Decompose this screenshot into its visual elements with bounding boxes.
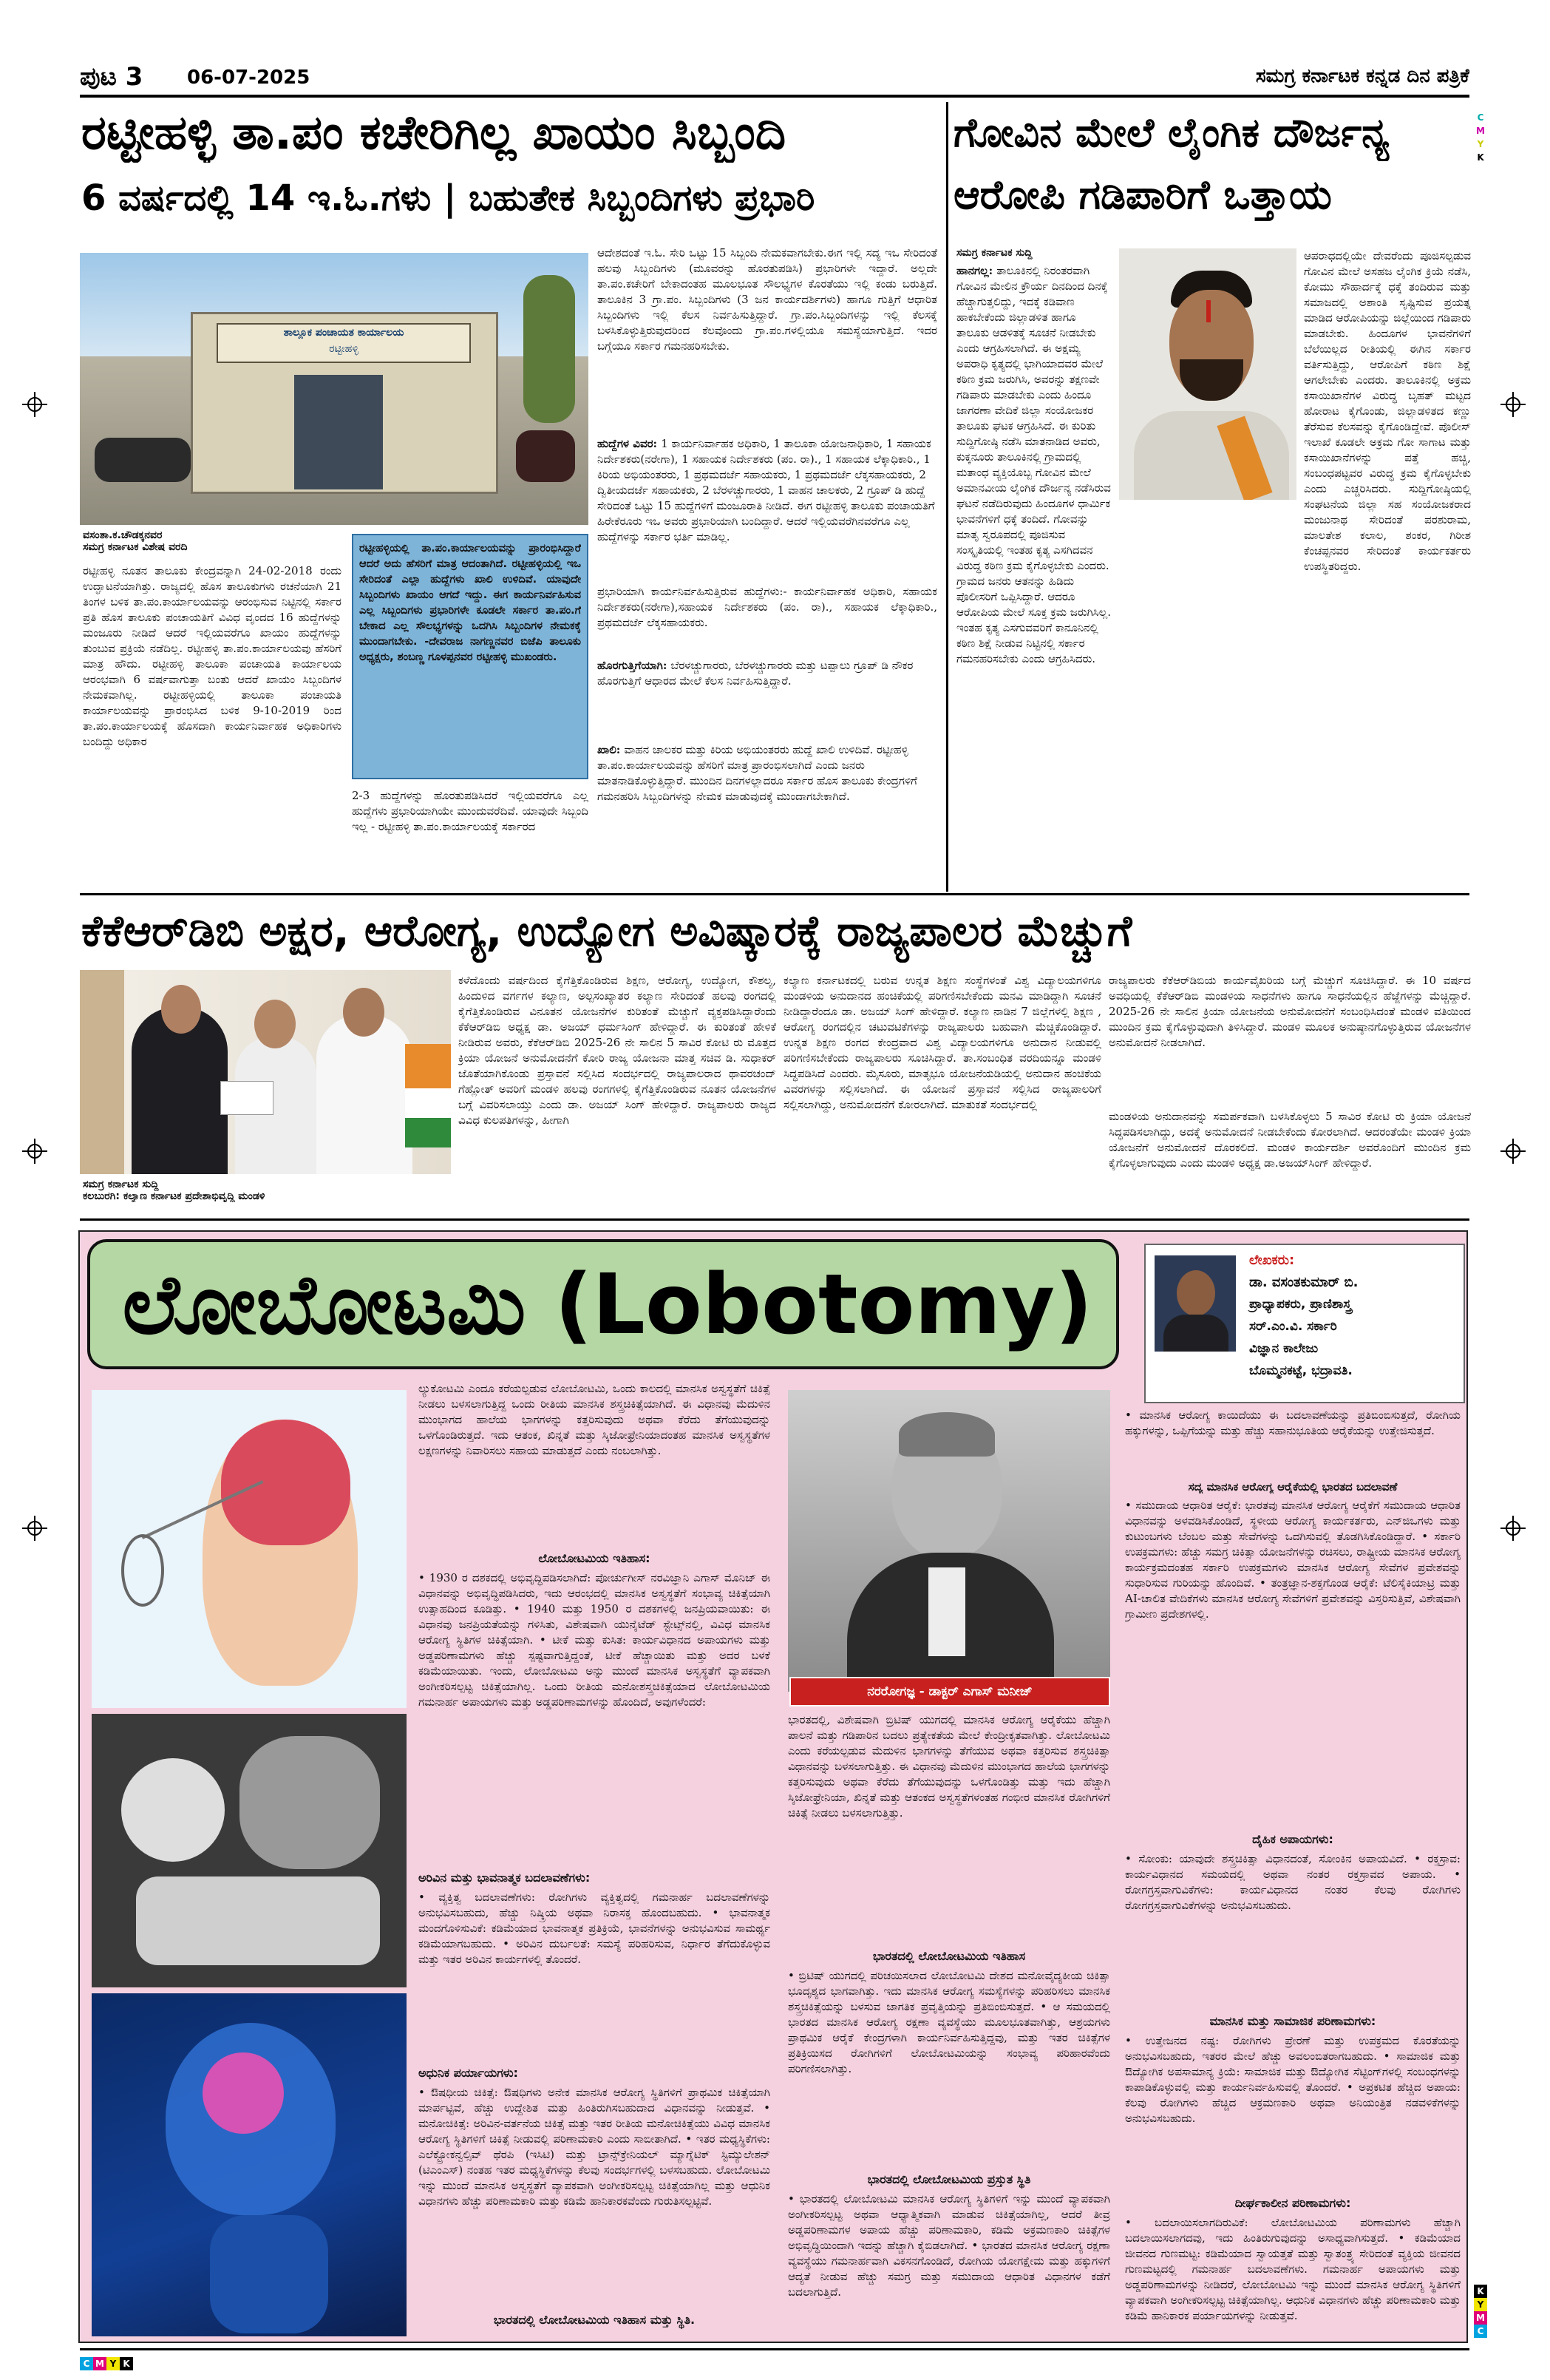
story2-headline-line2: ಆರೋಪಿ ಗಡಿಪಾರಿಗೆ ಒತ್ತಾಯ [954, 172, 1332, 218]
story2-headline-line1: ಗೋವಿನ ಮೇಲೆ ಲೈಂಗಿಕ ದೌರ್ಜನ್ಯ [954, 109, 1390, 156]
cmyk-m: M [93, 2357, 106, 2370]
feature-cognitive-heading: ಅರಿವಿನ ಮತ್ತು ಭಾವನಾತ್ಮಕ ಬದಲಾವಣೆಗಳು: [418, 1871, 591, 1885]
vacant-text: ವಾಹನ ಚಾಲಕರ ಮತ್ತು ಕಿರಿಯ ಅಭಿಯಂತರರು ಹುದ್ದೆ ಖಾಲಿ ಉಳಿದಿವೆ. ರಟ್ಟೀಹಳ್ಳಿ ತಾ.ಪಂ.ಕಾರ್ಯಾಲಯವನ್ನು ಹೆಸರಿಗೆ ಮಾತ್ರ ಪ್ರಾರಂಭಿಸಲಾಗಿದೆ ಎಂದು ಜನರು ಮಾತನಾಡಿಕೊಳ್ಳುತ್ತಿದ್ದಾರೆ. ಮುಂದಿನ ದಿನಗಳಲ್ಲಾದರೂ ಸರ್ಕಾರ ಹೊಸ ತಾಲೂಕು ಕೇಂದ್ರಗಳಿಗೆ ಗಮನಹರಿಸಿ ಸಿಬ್ಬಂದಿಗಳನ್ನು ನೇಮಕ ಮಾಡುವುದಕ್ಕೆ ಮುಂದಾಗಬೇಕಾಗಿದೆ. [597, 743, 917, 803]
paper-name: ಸಮಗ್ರ ಕರ್ನಾಟಕ ಕನ್ನಡ ದಿನ ಪತ್ರಿಕೆ [1255, 65, 1469, 87]
outsourced-label: ಹೊರಗುತ್ತಿಗೆಯಾಗಿ: [597, 659, 667, 672]
author-name: ಡಾ. ವಸಂತಕುಮಾರ್ ಬಿ. [1249, 1275, 1359, 1290]
story3-col3: ರಾಜ್ಯಪಾಲರು ಕೆಕೆಆರ್‌ಡಿಬಿಯ ಕಾರ್ಯವೈಖರಿಯ ಬಗ್ಗೆ ಮೆಚ್ಚುಗೆ ಸೂಚಿಸಿದ್ದಾರೆ. ಈ 10 ವರ್ಷದ ಅವಧಿಯಲ್ಲಿ ಕೆಕೆಆರ್‌ಡಿಬಿ ಮಂಡಳಿಯ ಸಾಧನೆಗಳು ಹಾಗೂ ಸಾಧನೆಯಲ್ಲಿನ ಹೆಜ್ಜೆಗಳನ್ನು ಮೆಚ್ಚಿದ್ದಾರೆ. 2025-26 ನೇ ಸಾಲಿನ ಕ್ರಿಯಾ ಯೋಜನೆಯ ಅನುಮೋದನೆಗೆ ಸಂಬಂಧಿಸಿದಂತೆ ಮಂಡಳಿ ವತಿಯಿಂದ ಮುಂದಿನ ಕ್ರಮ ಕೈಗೊಳ್ಳುವುದಾಗಿ ತಿಳಿಸಿದ್ದಾರೆ. ಮಂಡಳಿ ಮೂಲಕ ಅನುಷ್ಠಾನಗೊಳ್ಳುತ್ತಿರುವ ಯೋಜನೆಗಳ ಅನುಮೋದನೆ ನೀಡಲಾಗಿದೆ. [1109, 974, 1471, 1049]
portrait-caption-box [789, 1677, 1110, 1706]
feature-india-history-heading: ಭಾರತದಲ್ಲಿ ಲೋಬೋಟಮಿಯ ಇತಿಹಾಸ [872, 1949, 1026, 1963]
feature-col3-intro: • ಮಾನಸಿಕ ಆರೋಗ್ಯ ಕಾಯಿದೆಯು ಈ ಬದಲಾವಣೆಯನ್ನು ಪ್ರತಿಬಿಂಬಿಸುತ್ತದೆ, ರೋಗಿಯ ಹಕ್ಕುಗಳನ್ನು, ಒಪ್ಪಿಗೆಯನ್ನು ಮತ್ತು ಹೆಚ್ಚು ಸಹಾನುಭೂತಿಯ ಆರೈಕೆಯನ್ನು ಉತ್ತೇಜಿಸುತ್ತದೆ. [1125, 1408, 1461, 1437]
cmyk-y: Y [106, 2357, 120, 2370]
story-divider-vertical [946, 102, 948, 892]
posts-label: ಹುದ್ದೆಗಳ ವಿವರ: [597, 437, 658, 450]
cmyk-m: M [1476, 126, 1485, 136]
story1-subheadline: 6 ವರ್ಷದಲ್ಲಿ 14 ಇ.ಓ.ಗಳು | ಬಹುತೇಕ ಸಿಬ್ಬಂದಿಗಳು ಪ್ರಭಾರಿ [81, 177, 815, 219]
brain-scan-image [92, 1993, 407, 2336]
story2-col2: ಆಪರಾಧದಲ್ಲಿಯೇ ದೇವರೆಂದು ಪೂಜಿಸಲ್ಪಡುವ ಗೋವಿನ ಮೇಲೆ ಅಸಹಜ ಲೈಂಗಿಕ ಕ್ರಿಯೆ ನಡೆಸಿ, ಕೋಮು ಸೌಹಾರ್ದಕ್ಕೆ ಧಕ್ಕೆ ತಂದಿರುವ ಮತ್ತು ಸಮಾಜದಲ್ಲಿ ಅಶಾಂತಿ ಸೃಷ್ಟಿಸುವ ಪ್ರಯತ್ನ ಮಾಡಿದ ಆರೋಪಿಯನ್ನು ಜಿಲ್ಲೆಯಿಂದ ಗಡಿಪಾರು ಮಾಡಬೇಕು. ಹಿಂದೂಗಳ ಭಾವನೆಗಳಿಗೆ ಬೆಲೆಯಿಲ್ಲದ ರೀತಿಯಲ್ಲಿ ಈಗಿನ ಸರ್ಕಾರ ವರ್ತಿಸುತ್ತಿದ್ದು, ಆರೋಪಿಗೆ ಕಠಿಣ ಶಿಕ್ಷೆ ಆಗಲೇಬೇಕು ಎಂದರು. ತಾಲೂಕಿನಲ್ಲಿ ಅಕ್ರಮ ಕಸಾಯಿಖಾನೆಗಳ ವಿರುದ್ಧ ಬೃಹತ್ ಮಟ್ಟದ ಹೋರಾಟ ಕೈಗೊಂಡು, ಜಿಲ್ಲಾಡಳಿತದ ಕಣ್ಣು ತೆರೆಸುವ ಕೆಲಸವನ್ನು ಕೈಗೊಂಡಿದ್ದೇವೆ. ಪೊಲೀಸ್ ಇಲಾಖೆ ಕೂಡಲೇ ಅಕ್ರಮ ಗೋ ಸಾಗಾಟ ಮತ್ತು ಕಸಾಯಿಖಾನೆಗಳನ್ನು ಪತ್ತೆ ಹಚ್ಚಿ, ಸಂಬಂಧಪಟ್ಟವರ ವಿರುದ್ಧ ಕ್ರಮ ಕೈಗೊಳ್ಳಬೇಕು ಎಂದು ಎಚ್ಚರಿಸಿದರು. ಸುದ್ದಿಗೋಷ್ಠಿಯಲ್ಲಿ ಸಂಘಟನೆಯ ಜಿಲ್ಲಾ ಸಹ ಸಂಯೋಜಕರಾದ ಮಂಜುನಾಥ ಸೇರಿದಂತೆ ಪರಶುರಾಮ, ಮಾಲತೇಶ ಕಲಾಲ, ಶಂಕರ, ಗಿರೀಶ ಕೆಂಚಪ್ಪನವರ ಸೇರಿದಂತೆ ಕಾರ್ಯಕರ್ತರು ಉಪಸ್ಥಿತರಿದ್ದರು. [1304, 249, 1471, 573]
author-role4: ಬೊಮ್ಮನಕಟ್ಟೆ, ಭದ್ರಾವತಿ. [1249, 1363, 1353, 1378]
dateline-place: ಹಾನಗಲ್ಲ: [956, 264, 993, 277]
crop-mark [22, 392, 47, 417]
masthead [80, 62, 1469, 92]
section-rule-2 [80, 1218, 1469, 1221]
crop-mark [1500, 1139, 1526, 1164]
cmyk-k: K [1477, 152, 1484, 163]
feature-physical-heading: ದೈಹಿಕ ಅಪಾಯಗಳು: [1252, 1832, 1333, 1846]
feature-shift-text: • ಸಮುದಾಯ ಆಧಾರಿತ ಆರೈಕೆ: ಭಾರತವು ಮಾನಸಿಕ ಆರೋಗ್ಯ ಆರೈಕೆಗೆ ಸಮುದಾಯ ಆಧಾರಿತ ವಿಧಾನವನ್ನು ಅಳವಡಿಸಿಕೊಂಡಿದೆ, ಸ್ಥಳೀಯ ಆರೋಗ್ಯ ಕಾರ್ಯಕರ್ತರು, ಎನ್‌ಜಿಒಗಳು ಮತ್ತು ಕುಟುಂಬಗಳು ಬೆಂಬಲ ಮತ್ತು ಸೇವೆಗಳನ್ನು ಒದಗಿಸುವಲ್ಲಿ ತೊಡಗಿಸಿಕೊಂಡಿದ್ದಾರೆ. • ಸರ್ಕಾರಿ ಉಪಕ್ರಮಗಳು: ಹೆಚ್ಚು ಸಮಗ್ರ ಚಿಕಿತ್ಸಾ ಯೋಜನೆಗಳನ್ನು ರಚಿಸಲು, ರಾಷ್ಟ್ರೀಯ ಮಾನಸಿಕ ಆರೋಗ್ಯ ಕಾರ್ಯಕ್ರಮದಂತಹ ಸರ್ಕಾರಿ ಉಪಕ್ರಮಗಳು ಮಾನಸಿಕ ಆರೋಗ್ಯ ಸೇವೆಗಳ ಪ್ರವೇಶವನ್ನು ಸುಧಾರಿಸುವ ಗುರಿಯನ್ನು ಹೊಂದಿವೆ. • ತಂತ್ರಜ್ಞಾನ-ಶಕ್ತಗೊಂಡ ಆರೈಕೆ: ಟೆಲಿಸೈಕಿಯಾಟ್ರಿ ಮತ್ತು AI-ಚಾಲಿತ ವೇದಿಕೆಗಳು ಮಾನಸಿಕ ಆರೋಗ್ಯ ಸೇವೆಗಳಿಗೆ ಪ್ರವೇಶವನ್ನು ವಿಸ್ತರಿಸುತ್ತಿವೆ, ವಿಶೇಷವಾಗಿ ಗ್ರಾಮೀಣ ಪ್ರದೇಶಗಳಲ್ಲಿ. [1125, 1499, 1461, 1621]
feature-history-text: • 1930 ರ ದಶಕದಲ್ಲಿ ಅಭಿವೃದ್ಧಿಪಡಿಸಲಾಗಿದೆ: ಪೋರ್ಚುಗೀಸ್ ನರವಿಜ್ಞಾನಿ ಎಗಾಸ್ ಮೊನಿಜ್ ಈ ವಿಧಾನವನ್ನು ಅಭಿವೃದ್ಧಿಪಡಿಸಿದರು, ಇದು ಆರಂಭದಲ್ಲಿ ಮಾನಸಿಕ ಅಸ್ವಸ್ಥತೆಗೆ ಸಂಭಾವ್ಯ ಚಿಕಿತ್ಸೆಯಾಗಿ ಉತ್ಸಾಹದಿಂದ ಕೂಡಿತ್ತು. • 1940 ಮತ್ತು 1950 ರ ದಶಕಗಳಲ್ಲಿ ಜನಪ್ರಿಯವಾಯಿತು: ಈ ವಿಧಾನವು ಜನಪ್ರಿಯತೆಯನ್ನು ಗಳಿಸಿತು, ವಿಶೇಷವಾಗಿ ಯುನೈಟೆಡ್ ಸ್ಟೇಟ್ಸ್‌ನಲ್ಲಿ, ವಿವಿಧ ಮಾನಸಿಕ ಆರೋಗ್ಯ ಸ್ಥಿತಿಗಳ ಚಿಕಿತ್ಸೆಯಾಗಿ. • ಟೀಕೆ ಮತ್ತು ಕುಸಿತ: ಕಾರ್ಯವಿಧಾನದ ಅಪಾಯಗಳು ಮತ್ತು ಅಡ್ಡಪರಿಣಾಮಗಳು ಹೆಚ್ಚು ಸ್ಪಷ್ಟವಾಗುತ್ತಿದ್ದಂತೆ, ಟೀಕೆ ಹೆಚ್ಚಾಯಿತು ಮತ್ತು ಅದರ ಬಳಕೆ ಕಡಿಮೆಯಾಯಿತು. ಇಂದು, ಲೋಬೋಟಮಿ ಅನ್ನು ಮುಂದೆ ಮಾನಸಿಕ ಅಸ್ವಸ್ಥತೆಗೆ ವ್ಯಾಪಕವಾಗಿ ಅಂಗೀಕರಿಸಲ್ಪಟ್ಟ ಚಿಕಿತ್ಸೆಯಾಗಿಲ್ಲ. ಒಂದು ರೀತಿಯ ಮನೋಶಸ್ತ್ರಚಿಕಿತ್ಸೆಯಾದ ಲೋಬೋಟಮಿಯ ಗಮನಾರ್ಹ ಅಪಾಯಗಳು ಮತ್ತು ಅಡ್ಡಪರಿಣಾಮಗಳನ್ನು ಹೊಂದಿದೆ, ಅವುಗಳೆಂದರೆ: [418, 1571, 770, 1709]
feature-social-heading: ಮಾನಸಿಕ ಮತ್ತು ಸಾಮಾಜಿಕ ಪರಿಣಾಮಗಳು: [1209, 2014, 1376, 2028]
story1-vacant [597, 742, 937, 886]
outsourced-text: ಬೆರಳಚ್ಚುಗಾರರು, ಬೆರಳಚ್ಚುಗಾರರು ಮತ್ತು ಟಪ್ಪಾಲು ಗ್ರೂಪ್ ಡಿ ನೌಕರ ಹೊರಗುತ್ತಿಗೆ ಆಧಾರದ ಮೇಲೆ ಕೆಲಸ ನಿರ್ವಹಿಸುತ್ತಿದ್ದಾರೆ. [597, 659, 914, 688]
cmyk-y: Y [1477, 139, 1484, 149]
cmyk-c: C [80, 2357, 93, 2370]
feature-cognitive-text: • ವ್ಯಕ್ತಿತ್ವ ಬದಲಾವಣೆಗಳು: ರೋಗಿಗಳು ವ್ಯಕ್ತಿತ್ವದಲ್ಲಿ ಗಮನಾರ್ಹ ಬದಲಾವಣೆಗಳನ್ನು ಅನುಭವಿಸಬಹುದು, ಹೆಚ್ಚು ನಿಷ್ಕ್ರಿಯ ಅಥವಾ ನಿರಾಸಕ್ತ ಹೊಂದಬಹುದು. • ಭಾವನಾತ್ಮಕ ಮಂದಗೊಳಿಸುವಿಕೆ: ಕಡಿಮೆಯಾದ ಭಾವನಾತ್ಮಕ ಪ್ರತಿಕ್ರಿಯೆ, ಭಾವನೆಗಳನ್ನು ಅನುಭವಿಸುವ ಸಾಮರ್ಥ್ಯ ಕಡಿಮೆಯಾಗಬಹುದು. • ಅರಿವಿನ ದುರ್ಬಲತೆ: ಸಮಸ್ಯೆ ಪರಿಹರಿಸುವ, ನಿರ್ಧಾರ ತೆಗೆದುಕೊಳ್ಳುವ ಮತ್ತು ಇತರ ಅರಿವಿನ ಕಾರ್ಯಗಳಲ್ಲಿ ತೊಂದರೆ. [418, 1891, 770, 1966]
moniz-portrait [788, 1390, 1110, 1692]
dateline-desk: ಸಮಗ್ರ ಕರ್ನಾಟಕ ಸುದ್ದಿ [956, 247, 1033, 259]
story1-quote-text: ರಟ್ಟೀಹಳ್ಳಿಯಲ್ಲಿ ತಾ.ಪಂ.ಕಾರ್ಯಾಲಯವನ್ನು ಪ್ರಾರಂಭಿಸಿದ್ದಾರೆ ಆದರೆ ಅದು ಹೆಸರಿಗೆ ಮಾತ್ರ ಆದಂತಾಗಿದೆ. ರಟ್ಟೀಹಳ್ಳಿಯಲ್ಲಿ ಇಒ ಸೇರಿದಂತೆ ಎಲ್ಲಾ ಹುದ್ದೆಗಳು ಖಾಲಿ ಉಳಿದಿವೆ. ಯಾವುದೇ ಸಿಬ್ಬಂದಿಗಳು ಖಾಯಂ ಆಗದೆ ಇದ್ದು. ಈಗ ಕಾರ್ಯನಿರ್ವಹಿಸುವ ಎಲ್ಲ ಸಿಬ್ಬಂದಿಗಳು ಪ್ರಭಾರಿಗಳೇ ಕೂಡಲೇ ಸರ್ಕಾರ ತಾ.ಪಂ.ಗೆ ಬೇಕಾದ ಎಲ್ಲ ಸೌಲಭ್ಯಗಳನ್ನು ಒದಗಿಸಿ ಸಿಬ್ಬಂದಿಗಳ ನೇಮಕಕ್ಕೆ ಮುಂದಾಗಬೇಕು. -ದೇವರಾಜ ನಾಗಣ್ಣನವರ ಬಿಜೆಪಿ ತಾಲೂಕು ಅಧ್ಯಕ್ಷರು, ಶಂಬಣ್ಣ ಗೂಳಪ್ಪನವರ ರಟ್ಟೀಹಳ್ಳಿ ಮುಖಂಡರು. [359, 543, 581, 663]
story3-col2: ಕಲ್ಯಾಣ ಕರ್ನಾಟಕದಲ್ಲಿ ಬರುವ ಉನ್ನತ ಶಿಕ್ಷಣ ಸಂಸ್ಥೆಗಳಂತೆ ವಿಶ್ವ ವಿದ್ಯಾಲಯಗಳಿಗೂ ಮಂಡಳಿಯ ಅನುದಾನದ ಹಂಚಿಕೆಯಲ್ಲಿ ಪರಿಗಣಿಸಬೇಕೆಂದು ಮನವಿ ಮಾಡಿದ್ದಾಗಿ ಸೂಚನೆ ನೀಡಿದ್ದಾರೆಂದೂ ಡಾ. ಅಜಯ್ ಸಿಂಗ್ ಹೇಳಿದ್ದಾರೆ. ಕಲ್ಯಾಣ ನಾಡಿನ 7 ಜಿಲ್ಲೆಗಳಲ್ಲಿ ಶಿಕ್ಷಣ , ಆರೋಗ್ಯ ರಂಗದಲ್ಲಿನ ಚಟುವಟಿಕೆಗಳನ್ನು ರಾಜ್ಯಪಾಲರು ಬಹುವಾಗಿ ಮೆಚ್ಚಿಕೊಂಡಿದ್ದಾರೆ. ಉನ್ನತ ಶಿಕ್ಷಣ ರಂಗದ ಕೇಂದ್ರವಾದ ವಿಶ್ವ ವಿದ್ಯಾಲಯಗಳಿಗೂ ಅನುದಾನ ನೀಡುವಲ್ಲಿ ಪರಿಗಣಿಸಬೇಕೆಂದು ರಾಜ್ಯಪಾಲರು ಸೂಚಿಸಿದ್ದಾರೆ. ತಾ.ಸಂಬಂಧಿತ ವರದಿಯನ್ನೂ ಮಂಡಳಿ ಸಿದ್ಧಪಡಿಸಿದೆ ಎಂದರು. ಮೈಸೂರು, ಮಾತೃಭೂ ಯೋಜನೆಯಡಿಯಲ್ಲಿ ಅನುದಾನ ಹಂಚಿಕೆಯ ವಿವರಗಳನ್ನು ಸಲ್ಲಿಸಲಾಗಿದೆ. ಈ ಯೋಜನೆ ಪ್ರಸ್ತಾವನೆ ಸಲ್ಲಿಸಿದ ರಾಜ್ಯಪಾಲರಿಗೆ ಸಲ್ಲಿಸಲಾಗಿದ್ದು, ಅನುಮೋದನೆಗೆ ಕೋರಲಾಗಿದೆ. ಮಾತುಕತೆ ಸಂದರ್ಭದಲ್ಲಿ [784, 974, 1101, 1111]
bottom-rule [80, 2348, 1469, 2350]
feature-india-heading: ಭಾರತದಲ್ಲಿ ಲೋಬೋಟಮಿಯ ಇತಿಹಾಸ ಮತ್ತು ಸ್ಥಿತಿ. [493, 2313, 696, 2327]
caption-place: ಕಲಬುರಗಿ: ಕಲ್ಯಾಣ ಕರ್ನಾಟಕ ಪ್ರದೇಶಾಭಿವೃದ್ಧಿ ಮಂಡಳಿ [83, 1190, 265, 1202]
lobotomy-diagram-image [92, 1390, 407, 1708]
story3-governor-photo [80, 970, 451, 1174]
feature-india-history-text: • ಬ್ರಿಟಿಷ್ ಯುಗದಲ್ಲಿ ಪರಿಚಯಿಸಲಾದ ಲೋಬೋಟಮಿ ದೇಶದ ಮನೋವೈದ್ಯಕೀಯ ಚಿಕಿತ್ಸಾ ಭೂದೃಶ್ಯದ ಭಾಗವಾಗಿತ್ತು. ಇದು ಮಾನಸಿಕ ಆರೋಗ್ಯ ಸಮಸ್ಯೆಗಳನ್ನು ಪರಿಹರಿಸಲು ಮಾನಸಿಕ ಶಸ್ತ್ರಚಿಕಿತ್ಸೆಯನ್ನು ಬಳಸುವ ಜಾಗತಿಕ ಪ್ರವೃತ್ತಿಯನ್ನು ಪ್ರತಿಬಿಂಬಿಸುತ್ತದೆ. • ಆ ಸಮಯದಲ್ಲಿ ಭಾರತದ ಮಾನಸಿಕ ಆರೋಗ್ಯ ರಕ್ಷಣಾ ವ್ಯವಸ್ಥೆಯು ಮೂಲಭೂತವಾಗಿತ್ತು, ಆಶ್ರಯಗಳು ಪ್ರಾಥಮಿಕ ಆರೈಕೆ ಕೇಂದ್ರಗಳಾಗಿ ಕಾರ್ಯನಿರ್ವಹಿಸುತ್ತಿದ್ದವು, ಮತ್ತು ಇತರ ಚಿಕಿತ್ಸೆಗಳ ಪ್ರತಿಕ್ರಿಯಿಸದ ರೋಗಿಗಳಿಗೆ ಲೋಬೋಟಮಿಯನ್ನು ಸಂಭಾವ್ಯ ಪರಿಹಾರವೆಂದು ಪರಿಗಣಿಸಲಾಗಿತ್ತು. [788, 1969, 1110, 2075]
story1-col1: ರಟ್ಟೀಹಳ್ಳಿ ನೂತನ ತಾಲೂಕು ಕೇಂದ್ರವನ್ನಾಗಿ 24-02-2018 ರಂದು ಉದ್ಘಾಟನೆಯಾಗಿತ್ತು. ರಾಜ್ಯದಲ್ಲಿ ಹೊಸ ತಾಲೂಕುಗಳು ರಚನೆಯಾಗಿ 21 ತಿಂಗಳ ಬಳಿಕ ತಾ.ಪಂ.ಕಾರ್ಯಾಲಯವನ್ನು ಆರಂಭಿಸುವ ನಿಟ್ಟಿನಲ್ಲಿ ಸರ್ಕಾರ ಪ್ರತಿ ಹೊಸ ತಾಲೂಕು ಪಂಚಾಯತಿಗೆ ವಿವಿಧ ವೃಂದದ 16 ಹುದ್ದೆಗಳನ್ನು ಮಂಜೂರು ನೀಡಿದೆ ಆದರೆ ಇಲ್ಲಿಯವರೆಗೂ ಖಾಯಂ ಹುದ್ದೆಗಳನ್ನು ತುಂಬುವ ಪ್ರಕ್ರಿಯೆ ನಡೆದಿಲ್ಲ. ರಟ್ಟೀಹಳ್ಳಿ ತಾ.ಪಂ.ಕಾರ್ಯಾಲಯವು ಹೆಸರಿಗೆ ಮಾತ್ರ ಹೌದು. ರಟ್ಟೀಹಳ್ಳಿ ತಾಲೂಕಾ ಪಂಚಾಯತಿ ಕಾರ್ಯಾಲಯ ಆರಂಭವಾಗಿ 6 ವರ್ಷವಾಗುತ್ತಾ ಬಂತು ಆದರೆ ಖಾಯಂ ಸಿಬ್ಬಂದಿಗಳ ನೇಮಕವಾಗಿಲ್ಲ. ರಟ್ಟೀಹಳ್ಳಿಯಲ್ಲಿ ತಾಲೂಕಾ ಪಂಚಾಯತಿ ಕಾರ್ಯಾಲಯವನ್ನು ಪ್ರಾರಂಭಿಸಿದ ಬಳಿಕ 9-10-2019 ರಿಂದ ತಾ.ಪಂ.ಕಾರ್ಯಾಲಯಕ್ಕೆ ಹೊಸದಾಗಿ ಕಾರ್ಯನಿರ್ವಾಹಕ ಅಧಿಕಾರಿಗಳು ಬಂದಿದ್ದು ಅಧಿಕಾರ [83, 564, 341, 748]
author-role3: ವಿಜ್ಞಾನ ಕಾಲೇಜು [1249, 1341, 1319, 1356]
story2-accused-photo [1119, 248, 1296, 500]
story3-headline: ಕೆಕೆಆರ್‌ಡಿಬಿ ಅಕ್ಷರ, ಆರೋಗ್ಯ, ಉದ್ಯೋಗ ಅವಿಷ್ಕಾರಕ್ಕೆ ರಾಜ್ಯಪಾಲರ ಮೆಚ್ಚುಗೆ [81, 906, 1132, 956]
feature-longterm-text: • ಬದಲಾಯಿಸಲಾಗದಿರುವಿಕೆ: ಲೋಬೋಟಮಿಯ ಪರಿಣಾಮಗಳು ಹೆಚ್ಚಾಗಿ ಬದಲಾಯಿಸಲಾಗದವು, ಇದು ಹಿಂತಿರುಗುವುದನ್ನು ಅಸಾಧ್ಯವಾಗಿಸುತ್ತದೆ. • ಕಡಿಮೆಯಾದ ಜೀವನದ ಗುಣಮಟ್ಟ: ಕಡಿಮೆಯಾದ ಸ್ವಾಯತ್ತತೆ ಮತ್ತು ಸ್ವಾತಂತ್ರ್ಯ ಸೇರಿದಂತೆ ವ್ಯಕ್ತಿಯ ಜೀವನದ ಗುಣಮಟ್ಟದಲ್ಲಿ ಗಮನಾರ್ಹ ಬದಲಾವಣೆಗಳು. ಗಮನಾರ್ಹ ಅಪಾಯಗಳು ಮತ್ತು ಅಡ್ಡಪರಿಣಾಮಗಳನ್ನು ನೀಡಿದರೆ, ಲೋಬೋಟಮಿ ಇನ್ನು ಮುಂದೆ ಮಾನಸಿಕ ಆರೋಗ್ಯ ಸ್ಥಿತಿಗಳಿಗೆ ವ್ಯಾಪಕವಾಗಿ ಅಂಗೀಕರಿಸಲ್ಪಟ್ಟ ಚಿಕಿತ್ಸೆಯಾಗಿಲ್ಲ. ಆಧುನಿಕ ವಿಧಾನಗಳು ಹೆಚ್ಚು ಪರಿಣಾಮಕಾರಿ ಮತ್ತು ಕಡಿಮೆ ಹಾನಿಕಾರಕ ಪರ್ಯಾಯಗಳನ್ನು ನೀಡುತ್ತವೆ. [1125, 2216, 1461, 2322]
cmyk-marks-top [1474, 111, 1489, 164]
office-sign-line1: ತಾಲ್ಲೂಕ ಪಂಚಾಯತ ಕಾರ್ಯಾಲಯ [283, 327, 404, 339]
story1-col2-bottom: 2-3 ಹುದ್ದೆಗಳನ್ನು ಹೊರತುಪಡಿಸಿದರೆ ಇಲ್ಲಿಯವರೆಗೂ ಎಲ್ಲ ಹುದ್ದೆಗಳು ಪ್ರಭಾರಿಯಾಗಿಯೇ ಮುಂದುವರೆದಿವೆ. ಯಾವುದೇ ಸಿಬ್ಬಂದಿ ಇಲ್ಲ - ರಟ್ಟೀಹಳ್ಳಿ ತಾ.ಪಂ.ಕಾರ್ಯಾಲಯಕ್ಕೆ ಸರ್ಕಾರದ [352, 789, 588, 833]
author-photo [1155, 1255, 1236, 1352]
feature-social-text: • ಉತ್ತೇಜನದ ನಷ್ಟ: ರೋಗಿಗಳು ಪ್ರೇರಣೆ ಮತ್ತು ಉಪಕ್ರಮದ ಕೊರತೆಯನ್ನು ಅನುಭವಿಸಬಹುದು, ಇತರರ ಮೇಲೆ ಹೆಚ್ಚು ಅವಲಂಬಿತರಾಗಬಹುದು. • ಸಾಮಾಜಿಕ ಮತ್ತು ಔದ್ಯೋಗಿಕ ಅಪಸಾಮಾನ್ಯ ಕ್ರಿಯೆ: ಸಾಮಾಜಿಕ ಮತ್ತು ಔದ್ಯೋಗಿಕ ಸೆಟ್ಟಿಂಗ್‌ಗಳಲ್ಲಿ ಸಂಬಂಧಗಳನ್ನು ಕಾಪಾಡಿಕೊಳ್ಳುವಲ್ಲಿ ಮತ್ತು ಕಾರ್ಯನಿರ್ವಹಿಸುವಲ್ಲಿ ತೊಂದರೆ. • ಅಪ್ರಕಟಿತ ಹೆಚ್ಚಿದ ಅಪಾಯ: ಕೆಲವು ರೋಗಿಗಳು ಹೆಚ್ಚಿದ ಆಕ್ರಮಣಕಾರಿ ಅಥವಾ ಅನಿಯಂತ್ರಿತ ನಡವಳಿಕೆಗಳನ್ನು ಅನುಭವಿಸಬಹುದು. [1125, 2034, 1461, 2125]
author-box [1144, 1244, 1465, 1403]
office-sign-line2: ರಟ್ಟೀಹಳ್ಳಿ [329, 343, 358, 355]
cmyk-k: K [120, 2357, 133, 2370]
story1-office-photo [80, 253, 588, 525]
cmyk-marks-bottom [80, 2356, 133, 2370]
feature-current-heading: ಭಾರತದಲ್ಲಿ ಲೋಬೋಟಮಿಯ ಪ್ರಸ್ತುತ ಸ್ಥಿತಿ [867, 2172, 1031, 2186]
feature-shift-heading: ಸದ್ಯ ಮಾನಸಿಕ ಆರೋಗ್ಯ ಆರೈಕೆಯಲ್ಲಿ ಭಾರತದ ಬದಲಾವಣೆ [1188, 1480, 1398, 1494]
feature-india-text: ಭಾರತದಲ್ಲಿ, ವಿಶೇಷವಾಗಿ ಬ್ರಿಟಿಷ್ ಯುಗದಲ್ಲಿ ಮಾನಸಿಕ ಆರೋಗ್ಯ ಆರೈಕೆಯು ಹೆಚ್ಚಾಗಿ ಪಾಲನೆ ಮತ್ತು ಗಡಿಪಾರಿನ ಬದಲು ಪ್ರತ್ಯೇಕತೆಯ ಮೇಲೆ ಕೇಂದ್ರೀಕೃತವಾಗಿತ್ತು. ಲೋಬೋಟಮಿ ಎಂದು ಕರೆಯಲ್ಪಡುವ ಮೆದುಳಿನ ಭಾಗಗಳನ್ನು ತೆಗೆಯುವ ಅಥವಾ ಕತ್ತರಿಸುವ ಶಸ್ತ್ರಚಿಕಿತ್ಸಾ ವಿಧಾನವನ್ನು ಬಳಸಲಾಗುತ್ತಿತ್ತು. ಈ ವಿಧಾನವು ಮೆದುಳಿನ ಮುಂಭಾಗದ ಹಾಲೆಯ ಭಾಗಗಳನ್ನು ಕತ್ತರಿಸುವುದು ಅಥವಾ ಕೆರೆದು ತೆಗೆಯುವುದನ್ನು ಒಳಗೊಂಡಿತ್ತು ಮತ್ತು ಇದು ಹೆಚ್ಚಾಗಿ ಸ್ಕಿಜೋಫ್ರೇನಿಯಾ, ಖಿನ್ನತೆ ಮತ್ತು ಆತಂಕದ ಅಸ್ವಸ್ಥತೆಗಳಂತಹ ಗಂಭೀರ ಮಾನಸಿಕ ರೋಗಿಗಳಿಗೆ ಚಿಕಿತ್ಸೆ ನೀಡಲು ಬಳಸಲಾಗುತ್ತಿತ್ತು. [788, 1713, 1110, 1820]
story2-dateline [956, 247, 1112, 259]
cmyk-y: Y [1474, 2298, 1487, 2311]
author-role2: ಸರ್.ಎಂ.ವಿ. ಸರ್ಕಾರಿ [1249, 1319, 1337, 1334]
byline-desk: ಸಮಗ್ರ ಕರ್ನಾಟಕ ವಿಶೇಷ ವರದಿ [83, 541, 188, 553]
section-rule-1 [80, 893, 1469, 895]
caption-desk: ಸಮಗ್ರ ಕರ್ನಾಟಕ ಸುದ್ದಿ [83, 1179, 159, 1190]
story1-headline: ರಟ್ಟೀಹಳ್ಳಿ ತಾ.ಪಂ ಕಚೇರಿಗಿಲ್ಲ ಖಾಯಂ ಸಿಬ್ಬಂದಿ [81, 106, 786, 160]
feature-title: ಲೋಬೋಟಮಿ (Lobotomy) [122, 1257, 1093, 1353]
crop-mark [22, 1139, 47, 1164]
cmyk-c: C [1474, 2325, 1487, 2338]
story3-col1: ಕಳೆದೊಂದು ವರ್ಷದಿಂದ ಕೈಗೆತ್ತಿಕೊಂಡಿರುವ ಶಿಕ್ಷಣ, ಆರೋಗ್ಯ, ಉದ್ಯೋಗ, ಕೌಶಲ್ಯ, ಹಿಂದುಳಿದ ವರ್ಗಗಳ ಕಲ್ಯಾಣ, ಅಲ್ಪಸಂಖ್ಯಾತರ ಕಲ್ಯಾಣ ಸೇರಿದಂತೆ ಹಲವು ರಂಗದಲ್ಲಿ ಕೈಗೆತ್ತಿಕೊಂಡಿರುವ ವಿನೂತನ ಯೋಜನೆಗಳ ಕುರಿತಂತೆ ಮೆಚ್ಚುಗೆ ವ್ಯಕ್ತಪಡಿಸಿದ್ದಾರೆಂದು ಕೆಕೆಆರ್‌ಡಿಬಿ ಅಧ್ಯಕ್ಷ ಡಾ. ಅಜಯ್ ಧರ್ಮಸಿಂಗ್ ಹೇಳಿದ್ದಾರೆ. ಈ ಕುರಿತಂತೆ ಹೇಳಿಕೆ ನೀಡಿರುವ ಅವರು, ಕೆಕೆಆರ್‌ಡಿಬಿ 2025-26 ನೇ ಸಾಲಿನ 5 ಸಾವಿರ ಕೋಟಿ ರು ಮೊತ್ತದ ಕ್ರಿಯಾ ಯೋಜನೆ ಅನುಮೋದನೆಗೆ ಕೋರಿ ರಾಜ್ಯ ಯೋಜನಾ ಮಾತ್ತ ಸಚಿವ ಡಿ. ಸುಧಾಕರ್ ಜೊತೆಯಾಗಿಕೊಂಡು ಪ್ರಸ್ತಾವನೆ ಸಲ್ಲಿಸಿದ ಸಂದರ್ಭದಲ್ಲಿ ರಾಜ್ಯಪಾಲರಾದ ಥಾವರಚಂದ್ ಗೆಹ್ಲೋತ್ ಅವರಿಗೆ ಮಂಡಳಿ ಹಲವು ರಂಗಗಳಲ್ಲಿ ಕೈಗೆತ್ತಿಕೊಂಡಿರುವ ನೂತನ ಯೋಜನೆಗಳ ಬಗ್ಗೆ ವಿವರಿಸಲಾಯ್ತು ಎಂದು ಡಾ. ಅಜಯ್ ಸಿಂಗ್ ಹೇಳಿದ್ದಾರೆ. ರಾಜ್ಯಪಾಲರು ರಾಜ್ಯದ ವಿವಿಧ ಕುಲಪತಿಗಳನ್ನು, ಹೀಗಾಗಿ [458, 974, 776, 1127]
masthead-rule [80, 95, 1469, 98]
feature-history-heading: ಲೋಬೋಟಮಿಯ ಇತಿಹಾಸ: [538, 1551, 650, 1565]
issue-date: 06-07-2025 [187, 67, 310, 89]
feature-longterm-heading: ದೀರ್ಘಕಾಲೀನ ಪರಿಣಾಮಗಳು: [1234, 2196, 1351, 2210]
author-role1: ಪ್ರಾಧ್ಯಾಪಕರು, ಪ್ರಾಣಿಶಾಸ್ತ್ರ [1249, 1297, 1352, 1312]
vacant-label: ಖಾಲಿ: [597, 743, 621, 756]
story1-outsourced [597, 658, 937, 711]
story1-posts [597, 436, 937, 577]
feature-title-box [87, 1239, 1119, 1369]
story2-col1: ತಾಲೂಕಿನಲ್ಲಿ ನಿರಂತರವಾಗಿ ಗೋವಿನ ಮೇಲಿನ ಕ್ರೌರ್ಯ ದಿನದಿಂದ ದಿನಕ್ಕೆ ಹೆಚ್ಚಾಗುತ್ತಲಿದ್ದು, ಇದಕ್ಕೆ ಕಡಿವಾಣ ಹಾಕಬೇಕೆಂದು ಜಿಲ್ಲಾಡಳಿತ ಹಾಗೂ ತಾಲೂಕು ಆಡಳಿತಕ್ಕೆ ಸೂಚನೆ ನೀಡಬೇಕು ಎಂದು ಆಗ್ರಹಿಸಲಾಗಿದೆ. ಈ ಅಕ್ಷಮ್ಯ ಅಪರಾಧಿ ಕೃತ್ಯದಲ್ಲಿ ಭಾಗಿಯಾದವರ ಮೇಲೆ ಕಠಿಣ ಕ್ರಮ ಜರುಗಿಸಿ, ಅವರನ್ನು ತಕ್ಷಣವೇ ಗಡಿಪಾರು ಮಾಡಬೇಕು ಎಂದು ಹಿಂದೂ ಜಾಗರಣಾ ವೇದಿಕೆ ಜಿಲ್ಲಾ ಸಂಯೋಜಕರ ತಾಲೂಕು ಘಟಕ ಆಗ್ರಹಿಸಿದೆ. ಈ ಕುರಿತು ಸುದ್ದಿಗೋಷ್ಠಿ ನಡೆಸಿ ಮಾತನಾಡಿದ ಅವರು, ಕುಕ್ಕನೂರು ತಾಲೂಕಿನಲ್ಲಿ ಗ್ರಾಮದಲ್ಲಿ ಮತಾಂಧ ವ್ಯಕ್ತಿಯೊಬ್ಬ ಗೋವಿನ ಮೇಲೆ ಅಮಾನವೀಯ ಲೈಂಗಿಕ ದೌರ್ಜನ್ಯ ನಡೆಸಿರುವ ಘಟನೆ ನಡೆದಿರುವುದು ಹಿಂದೂಗಳ ಧಾರ್ಮಿಕ ಭಾವನೆಗಳಿಗೆ ಧಕ್ಕೆ ತಂದಿದೆ. ಗೋವನ್ನು ಮಾತೃ ಸ್ವರೂಪದಲ್ಲಿ ಪೂಜಿಸುವ ಸಂಸ್ಕೃತಿಯಲ್ಲಿ ಇಂತಹ ಕೃತ್ಯ ಎಸಗಿದವನ ವಿರುದ್ಧ ಕಠಿಣ ಕ್ರಮ ಕೈಗೊಳ್ಳಬೇಕು ಎಂದರು. ಗ್ರಾಮದ ಜನರು ಆತನನ್ನು ಹಿಡಿದು ಪೊಲೀಸರಿಗೆ ಒಪ್ಪಿಸಿದ್ದಾರೆ. ಆದರೂ ಆರೋಪಿಯ ಮೇಲೆ ಸೂಕ್ತ ಕ್ರಮ ಜರುಗಿಸಿಲ್ಲ. ಇಂತಹ ಕೃತ್ಯ ಎಸಗುವವರಿಗೆ ಕಾನೂನಿನಲ್ಲಿ ಕಠಿಣ ಶಿಕ್ಷೆ ನೀಡುವ ನಿಟ್ಟಿನಲ್ಲಿ ಸರ್ಕಾರ ಗಮನಹರಿಸಬೇಕು ಎಂದು ಆಗ್ರಹಿಸಿದರು. [956, 264, 1112, 665]
story1-quote-box [352, 534, 588, 779]
posts-text: 1 ಕಾರ್ಯನಿರ್ವಾಹಕ ಅಧಿಕಾರಿ, 1 ತಾಲೂಕಾ ಯೋಜನಾಧಿಕಾರಿ, 1 ಸಹಾಯಕ ನಿರ್ದೇಶಕರು(ನರೇಗಾ), 1 ಸಹಾಯಕ ನಿರ್ದೇಶಕರು (ಪಂ. ರಾ)., 1 ಸಹಾಯಕ ಲೆಕ್ಕಾಧಿಕಾರಿ., 1 ಕಿರಿಯ ಅಭಿಯಂತರರು, 1 ಪ್ರಥಮದರ್ಜೆ ಸಹಾಯಕರು, 1 ಪ್ರಥಮದರ್ಜೆ ಲೆಕ್ಕಸಹಾಯಕರು, 2 ದ್ವಿತೀಯದರ್ಜೆ ಸಹಾಯಕರು, 2 ಬೆರಳಚ್ಚುಗಾರರು, 1 ವಾಹನ ಚಾಲಕರು, 2 ಗ್ರೂಪ್ ಡಿ ಹುದ್ದೆ ಸೇರಿದಂತೆ ಒಟ್ಟು 15 ಹುದ್ದೆಗಳಿಗೆ ಮಂಜೂರಾತಿ ನೀಡಿದೆ. ಈಗ ರಟ್ಟೀಹಳ್ಳಿ ತಾಲೂಕು ಪಂಚಾಯತಿಗೆ ಹಿರೇಕೆರೂರು ಇಒ ಅವರು ಪ್ರಭಾರಿಯಾಗಿ ಬಂದಿದ್ದಾರೆ. ಆದರೆ ಇಲ್ಲಿಯವರೆಗಿನವರೆಗೂ ಎಲ್ಲ ಹುದ್ದೆಗಳನ್ನು ಸರ್ಕಾರ ಭರ್ತಿ ಮಾಡಿಲ್ಲ. [597, 437, 935, 543]
cmyk-m: M [1474, 2311, 1487, 2325]
cmyk-k: K [1474, 2285, 1487, 2298]
story1-col4: ಪ್ರಭಾರಿಯಾಗಿ ಕಾರ್ಯನಿರ್ವಹಿಸುತ್ತಿರುವ ಹುದ್ದೆಗಳು:- ಕಾರ್ಯನಿರ್ವಾಹಕ ಅಧಿಕಾರಿ, ಸಹಾಯಕ ನಿರ್ದೇಶಕರು(ನರೇಗಾ),ಸಹಾಯಕ ನಿರ್ದೇಶಕರು (ಪಂ. ರಾ)., ಸಹಾಯಕ ಲೆಕ್ಕಾಧಿಕಾರಿ., ಪ್ರಥಮದರ್ಜೆ ಲೆಕ್ಕಸಹಾಯಕರು. [597, 585, 937, 629]
cmyk-marks-right [1474, 2285, 1489, 2338]
author-label: ಲೇಖಕರು: [1249, 1252, 1295, 1268]
story3-caption [83, 1179, 452, 1202]
crop-mark [1500, 392, 1526, 417]
story1-col3: ಆದೇಶದಂತೆ ಇ.ಓ. ಸೇರಿ ಒಟ್ಟು 15 ಸಿಬ್ಬಂದಿ ನೇಮಕವಾಗಬೇಕು.ಈಗ ಇಲ್ಲಿ ಸದ್ಯ ಇಒ ಸೇರಿದಂತೆ ಹಲವು ಸಿಬ್ಬಂದಿಗಳು (ಮೂವರನ್ನು ಹೊರತುಪಡಿಸಿ) ಪ್ರಭಾರಿಗಳೇ ಇದ್ದಾರೆ. ಅಲ್ಲದೇ ತಾ.ಪಂ.ಕಚೇರಿಗೆ ಬೇಕಾದಂತಹ ಮೂಲಭೂತ ಸೌಲಭ್ಯಗಳ ಕೊರತೆಯು ಇಲ್ಲಿ ಕಂಡು ಬರುತ್ತಿದೆ. ತಾಲೂಕಿನ 3 ಗ್ರಾ.ಪಂ. ಸಿಬ್ಬಂದಿಗಳು (3 ಜನ ಕಾರ್ಯದರ್ಶಿಗಳು) ಹಾಗೂ ಗುತ್ತಿಗೆ ಆಧಾರಿತ ಸಿಬ್ಬಂದಿಗಳು ಇಲ್ಲಿ ಕೆಲಸ ನಿರ್ವಹಿಸುತ್ತಿದ್ದಾರೆ. ಗ್ರಾ.ಪಂ.ಸಿಬ್ಬಂದಿಗಳನ್ನು ಇಲ್ಲಿ ಕೆಲಸಕ್ಕೆ ಬಳಸಿಕೊಳ್ಳುತ್ತಿರುವುದರಿಂದ ಕೆಲವೊಂದು ಗ್ರಾ.ಪಂ.ಗಳಲ್ಲಿಯೂ ಸಮಸ್ಯೆಯಾಗುತ್ತಿದೆ. ಇದರ ಬಗ್ಗೆಯೂ ಸರ್ಕಾರ ಗಮನಹರಿಸಬೇಕು. [597, 246, 937, 353]
crop-mark [1500, 1516, 1526, 1541]
feature-current-text: • ಭಾರತದಲ್ಲಿ ಲೋಬೋಟಮಿ ಮಾನಸಿಕ ಆರೋಗ್ಯ ಸ್ಥಿತಿಗಳಿಗೆ ಇನ್ನು ಮುಂದೆ ವ್ಯಾಪಕವಾಗಿ ಅಂಗೀಕರಿಸಲ್ಪಟ್ಟ ಅಥವಾ ಆಧ್ಯಾತ್ಮಿಕವಾಗಿ ಮಾಡುವ ಚಿಕಿತ್ಸೆಯಾಗಿಲ್ಲ, ಆದರೆ ತೀವ್ರ ಅಡ್ಡಪರಿಣಾಮಗಳ ಅಪಾಯ ಹೆಚ್ಚು ಪರಿಣಾಮಕಾರಿ, ಕಡಿಮೆ ಅಕ್ರಮಣಕಾರಿ ಚಿಕಿತ್ಸೆಗಳ ಅಭಿವೃದ್ಧಿಯಿಂದಾಗಿ ಇದನ್ನು ಹೆಚ್ಚಾಗಿ ಕೈಬಿಡಲಾಗಿದೆ. • ಭಾರತದ ಮಾನಸಿಕ ಆರೋಗ್ಯ ರಕ್ಷಣಾ ವ್ಯವಸ್ಥೆಯು ಗಮನಾರ್ಹವಾಗಿ ವಿಕಸನಗೊಂಡಿದೆ, ರೋಗಿಯ ಯೋಗಕ್ಷೇಮ ಮತ್ತು ಹಕ್ಕುಗಳಿಗೆ ಆದ್ಯತೆ ನೀಡುವ ಹೆಚ್ಚು ಸಮಗ್ರ ಮತ್ತು ಸಮುದಾಯ ಆಧಾರಿತ ವಿಧಾನಗಳ ಕಡೆಗೆ ಬದಲಾಗುತ್ತಿದೆ. [788, 2192, 1110, 2299]
cmyk-c: C [1477, 112, 1484, 123]
surgery-photo [92, 1714, 407, 1987]
feature-alternatives-heading: ಅಧುನಿಕ ಪರ್ಯಾಯಗಳು: [418, 2066, 518, 2080]
feature-intro: ಲ್ಯುಕೋಟಮಿ ಎಂದೂ ಕರೆಯಲ್ಪಡುವ ಲೋಬೋಟಮಿ, ಒಂದು ಕಾಲದಲ್ಲಿ ಮಾನಸಿಕ ಅಸ್ವಸ್ಥತೆಗೆ ಚಿಕಿತ್ಸೆ ನೀಡಲು ಬಳಸಲಾಗುತ್ತಿದ್ದ ಒಂದು ರೀತಿಯ ಮಾನಸಿಕ ಶಸ್ತ್ರಚಿಕಿತ್ಸೆಯಾಗಿದೆ. ಈ ವಿಧಾನವು ಮೆದುಳಿನ ಮುಂಭಾಗದ ಹಾಲೆಯ ಭಾಗಗಳನ್ನು ಕತ್ತರಿಸುವುದು ಅಥವಾ ಕೆರೆದು ತೆಗೆಯುವುದನ್ನು ಒಳಗೊಂಡಿರುತ್ತದೆ. ಇದು ಆತಂಕ, ಖಿನ್ನತೆ ಮತ್ತು ಸ್ಕಿಜೋಫ್ರೇನಿಯಾದಂತಹ ಮಾನಸಿಕ ಅಸ್ವಸ್ಥತೆಗಳ ಲಕ್ಷಣಗಳನ್ನು ನಿವಾರಿಸಲು ಸಹಾಯ ಮಾಡುತ್ತದೆ ಎಂದು ನಂಬಲಾಗಿತ್ತು. [418, 1382, 770, 1457]
byline-name: ವಸಂತಾ.ಕ.ಚೌಡಕ್ಕನವರ [83, 529, 163, 541]
portrait-caption: ನರರೋಗಜ್ಞ - ಡಾಕ್ಟರ್ ಎಗಾಸ್ ಮನೀಜ್ [867, 1684, 1033, 1699]
story1-byline [83, 529, 341, 553]
feature-physical-text: • ಸೋಂಕು: ಯಾವುದೇ ಶಸ್ತ್ರಚಿಕಿತ್ಸಾ ವಿಧಾನದಂತೆ, ಸೋಂಕಿನ ಅಪಾಯವಿದೆ. • ರಕ್ತಸ್ರಾವ: ಕಾರ್ಯವಿಧಾನದ ಸಮಯದಲ್ಲಿ ಅಥವಾ ನಂತರ ರಕ್ತಸ್ರಾವದ ಅಪಾಯ. • ರೋಗಗ್ರಸ್ತವಾಗುವಿಕೆಗಳು: ಕಾರ್ಯವಿಧಾನದ ನಂತರ ಕೆಲವು ರೋಗಿಗಳು ರೋಗಗ್ರಸ್ತವಾಗುವಿಕೆಗಳನ್ನು ಅನುಭವಿಸಬಹುದು. [1125, 1852, 1461, 1912]
feature-alternatives-text: • ಔಷಧೀಯ ಚಿಕಿತ್ಸೆ: ಔಷಧಿಗಳು ಅನೇಕ ಮಾನಸಿಕ ಆರೋಗ್ಯ ಸ್ಥಿತಿಗಳಿಗೆ ಪ್ರಾಥಮಿಕ ಚಿಕಿತ್ಸೆಯಾಗಿ ಮಾರ್ಪಟ್ಟಿವೆ, ಹೆಚ್ಚು ಉದ್ದೇಶಿತ ಮತ್ತು ಹಿಂತಿರುಗಿಸಬಹುದಾದ ವಿಧಾನವನ್ನು ನೀಡುತ್ತವೆ. • ಮನೋಚಿಕಿತ್ಸೆ: ಅರಿವಿನ-ವರ್ತನೆಯ ಚಿಕಿತ್ಸೆ ಮತ್ತು ಇತರ ರೀತಿಯ ಮನೋಚಿಕಿತ್ಸೆಯು ವಿವಿಧ ಮಾನಸಿಕ ಆರೋಗ್ಯ ಸ್ಥಿತಿಗಳಿಗೆ ಚಿಕಿತ್ಸೆ ನೀಡುವಲ್ಲಿ ಪರಿಣಾಮಕಾರಿ ಎಂದು ಸಾಬೀತಾಗಿದೆ. • ಇತರ ಮಧ್ಯಸ್ಥಿಕೆಗಳು: ಎಲೆಕ್ಟ್ರೋಕನ್ವಲ್ಸಿವ್ ಥೆರಪಿ (ಇಸಿಟಿ) ಮತ್ತು ಟ್ರಾನ್ಸ್‌ಕ್ರೇನಿಯಲ್ ಮ್ಯಾಗ್ನೆಟಿಕ್ ಸ್ಟಿಮ್ಯುಲೇಶನ್ (ಟಿಎಂಎಸ್) ನಂತಹ ಇತರ ಮಧ್ಯಸ್ಥಿಕೆಗಳನ್ನು ಕೆಲವು ಸಂದರ್ಭಗಳಲ್ಲಿ ಬಳಸಬಹುದು. ಲೋಬೋಟಮಿ ಇನ್ನು ಮುಂದೆ ಮಾನಸಿಕ ಅಸ್ವಸ್ಥತೆಗೆ ವ್ಯಾಪಕವಾಗಿ ಅಂಗೀಕರಿಸಲ್ಪಟ್ಟ ಚಿಕಿತ್ಸೆಯಾಗಿಲ್ಲ ಮತ್ತು ಆಧುನಿಕ ವಿಧಾನಗಳು ಹೆಚ್ಚು ಪರಿಣಾಮಕಾರಿ ಮತ್ತು ಕಡಿಮೆ ಹಾನಿಕಾರಕವೆಂದು ಗುರುತಿಸಲ್ಪಟ್ಟಿವೆ. [418, 2086, 770, 2208]
crop-mark [22, 1516, 47, 1541]
story3-col4: ಮಂಡಳಿಯ ಅನುದಾನವನ್ನು ಸಮರ್ಪಕವಾಗಿ ಬಳಸಿಕೊಳ್ಳಲು 5 ಸಾವಿರ ಕೋಟಿ ರು ಕ್ರಿಯಾ ಯೋಜನೆ ಸಿದ್ಧಪಡಿಸಲಾಗಿದ್ದು, ಅದಕ್ಕೆ ಅನುಮೋದನೆ ನೀಡಬೇಕೆಂದು ಕೋರಲಾಗಿದೆ. ಆದರಂತೆಯೇ ಮಂಡಳಿ ಕ್ರಿಯಾ ಯೋಜನೆಗೆ ಅನುಮೋದನೆ ದೊರಕಲಿದೆ. ಮಂಡಳಿ ಕಾರ್ಯದರ್ಶಿ ಅವರೊಂದಿಗೆ ಮುಂದಿನ ಕ್ರಮ ಕೈಗೊಳ್ಳಲಾಗುವುದು ಎಂದು ಮಂಡಳಿ ಅಧ್ಯಕ್ಷ ಡಾ.ಅಜಯ್‌ಸಿಂಗ್ ಹೇಳಿದ್ದಾರೆ. [1109, 1110, 1471, 1170]
story2-col1-wrap [956, 263, 1112, 887]
page-label: ಪುಟ 3 [80, 62, 143, 92]
